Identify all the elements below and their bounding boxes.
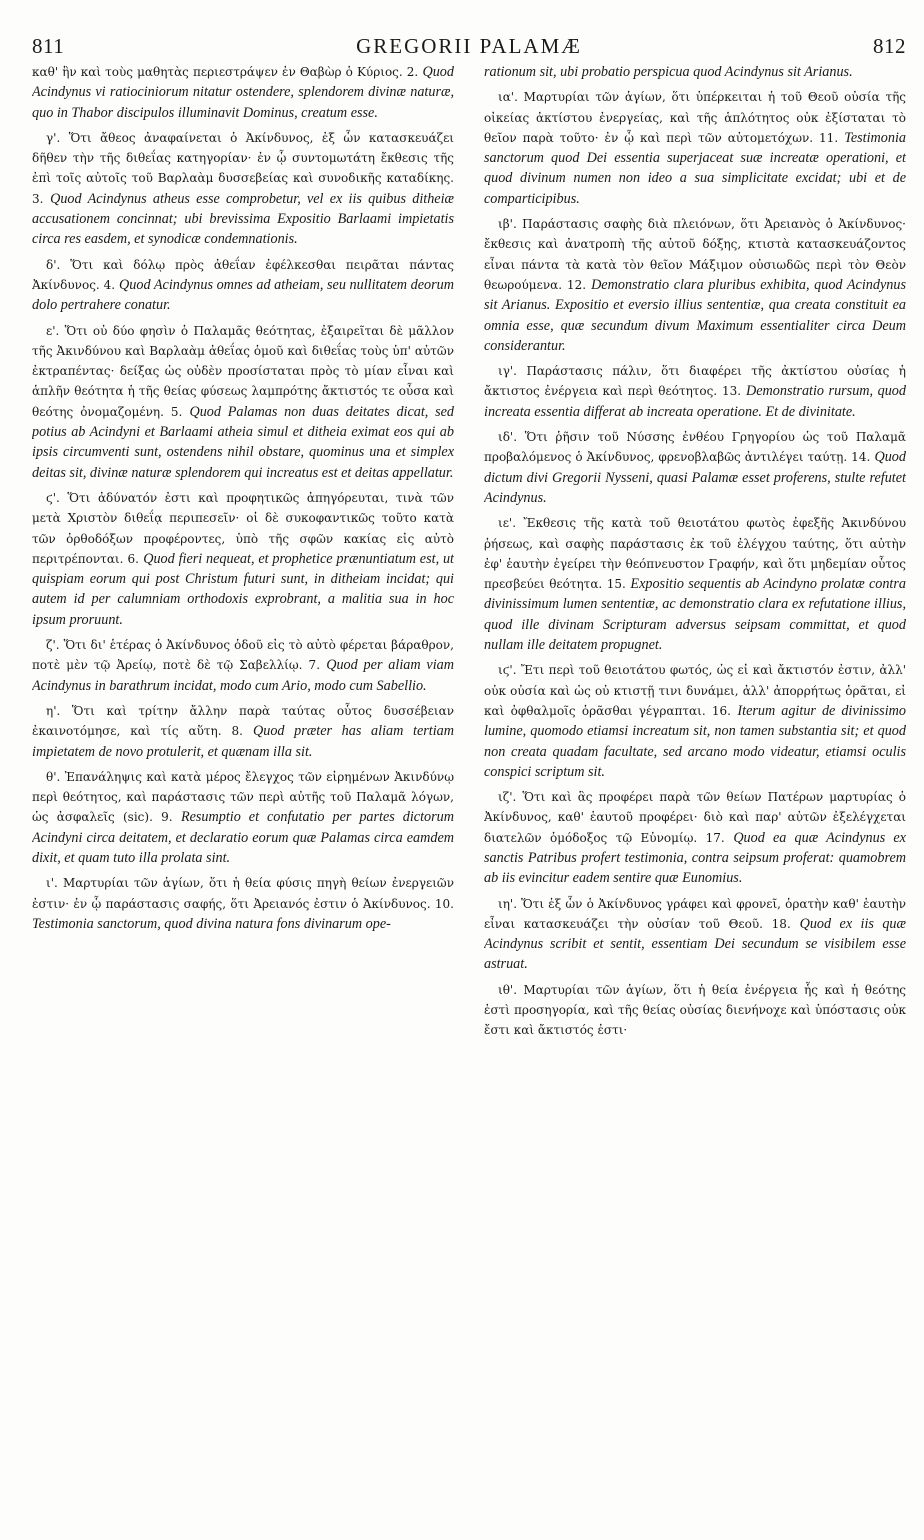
- greek-text: ζ'. Ὅτι δι' ἑτέρας ὁ Ἀκίνδυνος ὁδοῦ εἰς τὸ αὐτὸ φέρεται βάραθρον, ποτὲ μὲν τῷ Ἀρείῳ, ποτὲ δὲ τῷ Σαβελλίῳ. 7.: [32, 638, 454, 673]
- latin-text: Quod Palamas non duas deitates dicat, sed potius ab Acindyni et Barlaami atheia simul et ditheia eximat eos qui ab ipsis circumventi sunt, ostendens nihil obstare, quominus una et simplex deitas sit, divinæ naturæ splendorem qui increatus est et deitas appellatur.: [32, 403, 454, 481]
- latin-text: Quod fieri nequeat, et prophetice prænuntiatum est, ut quispiam eorum qui post Christum futuri sunt, in ditheiam incidat; qui autem id per calumniam orthodoxis exprobrant, a malitia sua in hoc ipsum proruunt.: [32, 550, 454, 628]
- greek-text: ιη'. Ὅτι ἐξ ὧν ὁ Ἀκίνδυνος γράφει καὶ φρονεῖ, ὁρατὴν καθ' ἑαυτὴν εἶναι κατασκευάζει τὴν οὐσίαν τοῦ Θεοῦ. 18.: [484, 896, 906, 931]
- greek-text: ιϛ'. Ἔτι περὶ τοῦ θειοτάτου φωτός, ὡς εἰ καὶ ἄκτιστόν ἐστιν, ἀλλ' οὐκ οὐσία καὶ ὡς οὐ κτιστῇ τινι δυνάμει, ἀλλ' ἀπορρήτως ὁρᾶται, εἰ καὶ ὀφθαλμοῖς ὁρᾶσθαι γέγραπται. 16.: [484, 663, 906, 718]
- greek-text: θ'. Ἐπανάληψις καὶ κατὰ μέρος ἔλεγχος τῶν εἰρημένων Ἀκινδύνῳ περὶ θεότητος, καὶ παράστασις τῶν περὶ αὐτῆς τοῦ Παλαμᾶ λόγων, ὡς ἀσφαλεῖς (sic). 9.: [32, 769, 454, 825]
- chapter-entry: [32, 873, 454, 934]
- chapter-entry: [32, 62, 454, 123]
- latin-text: Testimonia sanctorum quod Dei essentia superjaceat suæ increatæ operationi, et quod divinum numen non ideo a sua simplicitate excidat; ubi et de comparticipibus.: [484, 129, 906, 207]
- chapter-entry: [32, 321, 454, 483]
- latin-text: Quod ea quæ Acindynus ex sanctis Patribus profert testimonia, contra seipsum proferat: quamobrem ab iis evincitur eadem sentire quæ Eunomius.: [484, 829, 906, 887]
- greek-text: ιδ'. Ὅτι ῥῆσιν τοῦ Νύσσης ἐνθέου Γρηγορίου ὡς τοῦ Παλαμᾶ προβαλόμενος ὁ Ἀκίνδυνος, φρενοβλαβῶς ἀντιλέγει ταύτῃ. 14.: [484, 430, 906, 465]
- latin-text: Quod dictum divi Gregorii Nysseni, quasi Palamæ esset proferens, stulte refutet Acindynus.: [484, 449, 906, 506]
- latin-text: Quod Acindynus atheus esse comprobetur, vel ex iis quibus ditheiæ accusationem concinnat; ubi brevissima Expositio Barlaami impietatis circa res easdem, et synodicæ condemnationis.: [32, 190, 454, 248]
- greek-text: η'. Ὅτι καὶ τρίτην ἄλλην παρὰ ταύτας οὗτος δυσσέβειαν ἐκαινοτόμησε, καὶ τίς αὕτη. 8.: [32, 703, 454, 739]
- greek-text: δ'. Ὅτι καὶ δόλῳ πρὸς ἀθεΐαν ἐφέλκεσθαι πειρᾶται πάντας Ἀκίνδυνος. 4.: [32, 257, 454, 292]
- latin-text: Demonstratio rursum, quod increata essentia differat ab increata operatione. Et de divinitate.: [484, 383, 906, 420]
- column-number-left: 811: [32, 34, 65, 58]
- chapter-entry: [484, 660, 906, 782]
- greek-text: ιβ'. Παράστασις σαφὴς διὰ πλειόνων, ὅτι Ἀρειανὸς ὁ Ἀκίνδυνος· ἔκθεσις καὶ ἀνατροπὴ τῆς αὐτοῦ δόξης, κτιστὰ κατασκευάζοντος εἶναι πάντα τὰ κατὰ τὸν θεῖον Μάξιμον οὐσιωδῶς περὶ τὸν Θεὸν θεωρούμενα. 12.: [484, 217, 906, 292]
- chapter-entry: [484, 980, 906, 1041]
- greek-text: ϛ'. Ὅτι ἀδύνατόν ἐστι καὶ προφητικῶς ἀπηγόρευται, τινὰ τῶν μετὰ Χριστὸν διθεΐᾳ περιπεσεῖν· οἱ δὲ συκοφαντικῶς τοῦτο κατὰ τῶν ὀρθοδόξων προφέροντες, ὑπὸ τῆς σφῶν κακίας εἰς αὐτὸ περιτρέπονται. 6.: [32, 490, 454, 566]
- chapter-entry: [32, 255, 454, 316]
- latin-text: Iterum agitur de divinissimo lumine, quomodo etiamsi increatum sit, non tamen substantia sit; et quod non creata quadam facultate, sed arcano modo videatur, etiamsi oculis conspici scriptum sit.: [484, 702, 906, 780]
- chapter-entry: [484, 361, 906, 422]
- greek-text: ιθ'. Μαρτυρίαι τῶν ἁγίων, ὅτι ἡ θεία ἐνέργεια ἧς καὶ ἡ θεότης ἐστὶ προσηγορία, καὶ τῆς θείας οὐσίας διενήνοχε καὶ ὑπόστασις οὐκ ἔστι καὶ ἄκτιστός ἐστι·: [484, 982, 906, 1038]
- latin-text: rationum sit, ubi probatio perspicua quod Acindynus sit Arianus.: [484, 64, 853, 80]
- latin-text: Expositio sequentis ab Acindyno prolatæ contra divinissimum lumen sententiæ, ac demonstratio clara ex refutatione illius, quod ille divinam Scripturam adversus seipsam committat, et quod nullam ille deitatem propugnet.: [484, 576, 906, 654]
- chapter-entry: [484, 427, 906, 508]
- chapter-entry: [32, 128, 454, 250]
- left-column: [32, 62, 454, 1520]
- greek-text: ιε'. Ἔκθεσις τῆς κατὰ τοῦ θειοτάτου φωτὸς ἐφεξῆς Ἀκινδύνου ῥήσεως, καὶ σαφὴς παράστασις ἐκ τοῦ ἐλέγχου ταύτης, ὅτι αὐτὴν ἐφ' ἑαυτὴν ἐγείρει τὴν θεόπνευστον Γραφήν, καὶ ὅτι μηδεμίαν οὗτος πρεσβεύει θεότητα. 15.: [484, 516, 906, 592]
- latin-text: Quod Acindynus omnes ad atheiam, seu nullitatem deorum dolo pertrahere conatur.: [32, 276, 454, 314]
- text-columns: [32, 62, 906, 1520]
- latin-text: Quod per aliam viam Acindynus in barathrum incidat, modo cum Ario, modo cum Sabellio.: [32, 657, 454, 694]
- chapter-entry: [32, 635, 454, 696]
- latin-text: Quod Acindynus vi ratiociniorum nitatur ostendere, splendorem divinæ naturæ, quo in Thabor discipulos illuminavit Dominus, creatum esse.: [32, 64, 454, 121]
- latin-text: Demonstratio clara pluribus exhibita, quod Acindynus sit Arianus. Expositio et eversio illius sententiæ, qua creata constituit ea omnia esse, quæ secundum divum Maximum essentialiter circa Deum considerantur.: [484, 276, 906, 354]
- chapter-entry: [484, 787, 906, 888]
- greek-text: ε'. Ὅτι οὐ δύο φησὶν ὁ Παλαμᾶς θεότητας, ἐξαιρεῖται δὲ μᾶλλον τῆς Ἀκινδύνου καὶ Βαρλαὰμ ἀθεΐας ὁμοῦ καὶ διθεΐας τοὺς ὑπ' αὐτῶν ἐκτραπέντας· δείξας ὡς οὐδὲν προσίσταται πρὸς τὸ μίαν εἶναι καὶ ἁπλῆν θεότητα ἡ τῆς θείας φύσεως λαμπρότης ἄκτιστός τε οὖσα καὶ θεότης ὀνομαζομένη. 5.: [32, 323, 454, 419]
- greek-text: ι'. Μαρτυρίαι τῶν ἁγίων, ὅτι ἡ θεία φύσις πηγὴ θείων ἐνεργειῶν ἐστιν· ἐν ᾧ παράστασις σαφής, ὅτι Ἀρειανός ἐστιν ὁ Ἀκίνδυνος. 10.: [32, 876, 454, 911]
- greek-text: καθ' ἣν καὶ τοὺς μαθητὰς περιεστράψεν ἐν Θαβὼρ ὁ Κύριος. 2.: [32, 65, 419, 79]
- chapter-entry: [484, 894, 906, 975]
- running-header: [32, 34, 906, 58]
- chapter-entry: [484, 62, 906, 82]
- chapter-entry: [32, 701, 454, 762]
- running-title: GREGORII PALAMÆ: [356, 34, 582, 58]
- latin-text: Testimonia sanctorum, quod divina natura fons divinarum ope-: [32, 915, 391, 932]
- chapter-entry: [32, 488, 454, 630]
- greek-text: ιγ'. Παράστασις πάλιν, ὅτι διαφέρει τῆς ἀκτίστου οὐσίας ἡ ἄκτιστος ἐνέργεια καὶ περὶ θεότητος. 13.: [484, 364, 906, 399]
- greek-text: ιζ'. Ὅτι καὶ ἃς προφέρει παρὰ τῶν θείων Πατέρων μαρτυρίας ὁ Ἀκίνδυνος, καθ' ἑαυτοῦ προφέρει· διὸ καὶ παρ' αὐτῶν ἐξελέγχεται διατελῶν ὁμόδοξος τῷ Εὐνομίῳ. 17.: [484, 790, 906, 845]
- greek-text: ια'. Μαρτυρίαι τῶν ἁγίων, ὅτι ὑπέρκειται ἡ τοῦ Θεοῦ οὐσία τῆς οἰκείας ἀκτίστου ἐνεργείας, καὶ τῆς ἁπλότητος οὐκ ἐξίσταται τὸ θεῖον παρὰ τοῦτο· ἐν ᾧ καὶ περὶ τῶν αὐτομετόχων. 11.: [484, 90, 906, 145]
- latin-text: Quod ex iis quæ Acindynus scribit et sentit, essentiam Dei secundum se visibilem esse astruat.: [484, 915, 906, 973]
- column-number-right: 812: [873, 34, 906, 58]
- greek-text: γ'. Ὅτι ἄθεος ἀναφαίνεται ὁ Ἀκίνδυνος, ἐξ ὧν κατασκευάζει δῆθεν τὴν τῆς διθεΐας κατηγορίαν· ἐν ᾧ συντομωτάτη ἔκθεσις τῆς ἐπὶ τοῖς αὐτοῖς τοῦ Βαρλαὰμ δυσσεβείας καὶ συνοδικῆς καταδίκης. 3.: [32, 130, 454, 206]
- latin-text: Quod præter has aliam tertiam impietatem de novo protulerit, et quænam illa sit.: [32, 723, 454, 760]
- chapter-entry: [484, 87, 906, 209]
- chapter-entry: [484, 513, 906, 655]
- chapter-entry: [484, 214, 906, 356]
- latin-text: Resumptio et confutatio per partes dictorum Acindyni circa deitatem, et declaratio eorum quæ Palamas circa eamdem dixit, et quam tuto illa prolata sint.: [32, 809, 454, 866]
- chapter-entry: [32, 767, 454, 868]
- right-column: [484, 62, 906, 1520]
